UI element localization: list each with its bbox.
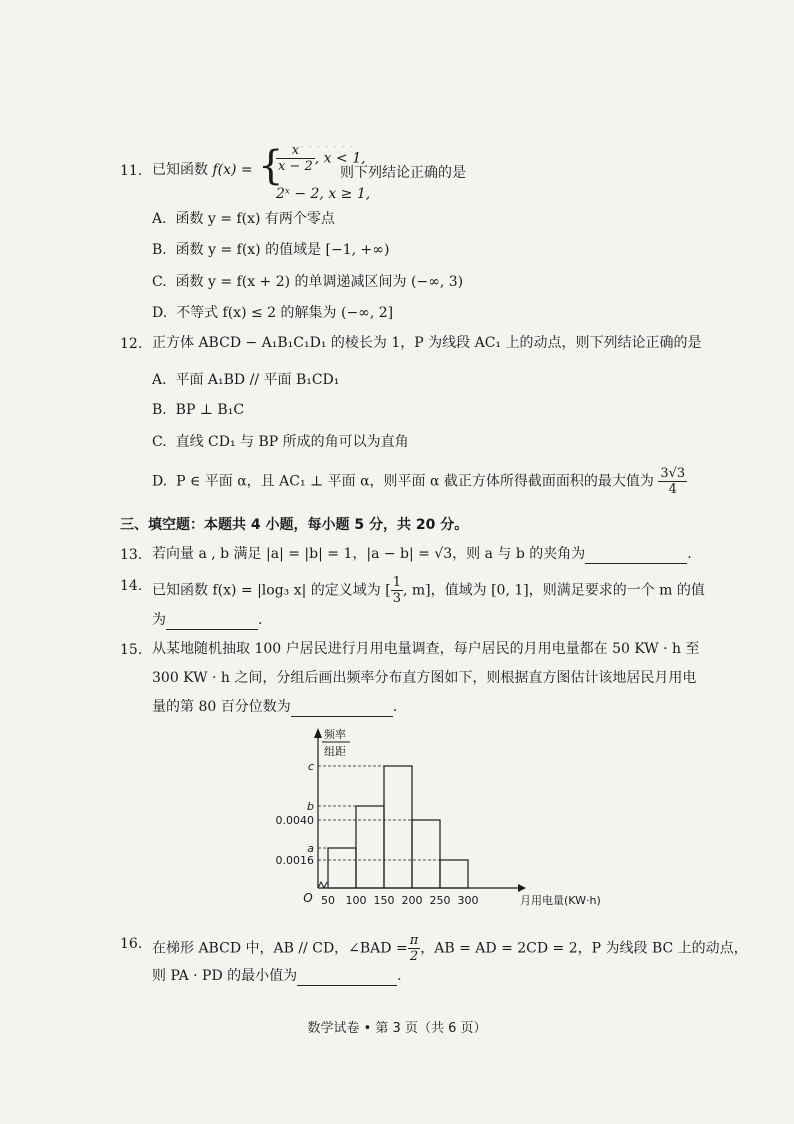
q11-case1: $\frac{x}{x - 2}$ , x < 1, [278,143,366,174]
q13-answer-blank [585,549,687,564]
q13-text: 若向量 a , b 满足 |a| = |b| = 1，|a − b| = √3，则 a 与 b 的夹角为 . [152,546,692,562]
q14-number: 14. [120,578,143,594]
q11-option-c: C. 函数 y = f(x + 2) 的单调递减区间为 (−∞, 3) [152,274,464,290]
histogram-bar-1 [328,848,356,888]
q15-answer-blank [291,702,393,717]
q15-line2: 300 KW · h 之间，分组后画出频率分布直方图如下，则根据直方图估计该地居民月用电 [152,670,697,686]
q16-text: 在梯形 ABCD 中，AB // CD，∠BAD = $\frac{\pi}{2}$ ，AB = AD = 2CD = 2，P 为线段 BC 上的动点， [152,933,748,964]
x-axis-label: 月用电量(KW·h) [520,894,601,907]
q12-option-b: B. BP ⊥ B₁C [152,402,245,418]
x-tick-label-250: 250 [429,894,451,907]
q12-option-c: C. 直线 CD₁ 与 BP 所成的角可以为直角 [152,434,409,450]
frequency-histogram [260,722,601,912]
q11-case2: 2ˣ − 2, x ≥ 1, [276,186,371,202]
x-tick-label-50: 50 [321,894,335,907]
axis-break [318,882,327,888]
q14-line2: 为 . [152,612,263,628]
origin-label: O [303,891,313,905]
q15-line3: 量的第 80 百分位数为 . [152,699,398,715]
x-tick-label-100: 100 [345,894,367,907]
q11-option-b: B. 函数 y = f(x) 的值域是 [−1, +∞) [152,242,390,258]
q16-answer-blank [297,971,397,986]
q15-line1: 从某地随机抽取 100 户居民进行月用电量调查，每户居民的月用电量都在 50 KW · h 至 [152,641,700,657]
q11-stem: 已知函数 f(x) = [152,162,253,178]
histogram-bar-3 [384,766,412,888]
piecewise-brace: { [258,143,284,189]
q14-text: 已知函数 f(x) = |log₃ x| 的定义域为 [ $\frac{1}{3}$ , m]，值域为 [0, 1]，则满足要求的一个 m 的值 [152,575,705,606]
q15-number: 15. [120,642,143,658]
q16-line2: 则 PA · PD 的最小值为 . [152,968,402,984]
q12-option-d: D. P ∈ 平面 α，且 AC₁ ⊥ 平面 α，则平面 α 截正方体所得截面面积的最大值为 $\frac{3√3}{4}$ [152,466,686,497]
x-tick-label-300: 300 [457,894,479,907]
y-axis-arrow [314,728,322,738]
q11-stem-tail: 则下列结论正确的是 [340,165,466,181]
y-tick-label-a: a [307,842,314,855]
x-tick-label-150: 150 [373,894,395,907]
q11-option-d: D. 不等式 f(x) ≤ 2 的解集为 (−∞, 2] [152,305,394,321]
q12-number: 12. [120,336,143,352]
q12-stem: 正方体 ABCD − A₁B₁C₁D₁ 的棱长为 1，P 为线段 AC₁ 上的动点，则下列结论正确的是 [152,335,702,351]
q16-number: 16. [120,936,143,952]
y-tick-label-0-0016: 0.0016 [275,854,314,867]
y-tick-label-c: c [307,760,314,773]
y-axis-label-top: 频率 [324,728,346,741]
section-heading: 三、填空题：本题共 4 小题，每小题 5 分，共 20 分。 [120,517,469,533]
q14-answer-blank [166,615,258,630]
y-axis-label-bottom: 组距 [324,745,346,758]
q13-number: 13. [120,547,143,563]
histogram-bar-4 [412,820,440,888]
q11-number: 11. [120,163,143,179]
page-footer: 数学试卷 • 第 3 页（共 6 页） [307,1021,487,1036]
q11-option-a: A. 函数 y = f(x) 有两个零点 [152,211,335,227]
y-tick-label-b: b [307,800,314,813]
y-tick-label-0-0040: 0.0040 [275,814,314,827]
x-axis-arrow [518,884,526,892]
x-tick-label-200: 200 [401,894,423,907]
bleed-through-text: · · · · · · · [300,140,354,155]
histogram-bar-2 [356,806,384,888]
q12-option-a: A. 平面 A₁BD // 平面 B₁CD₁ [152,372,340,388]
histogram-bar-5 [440,860,468,888]
